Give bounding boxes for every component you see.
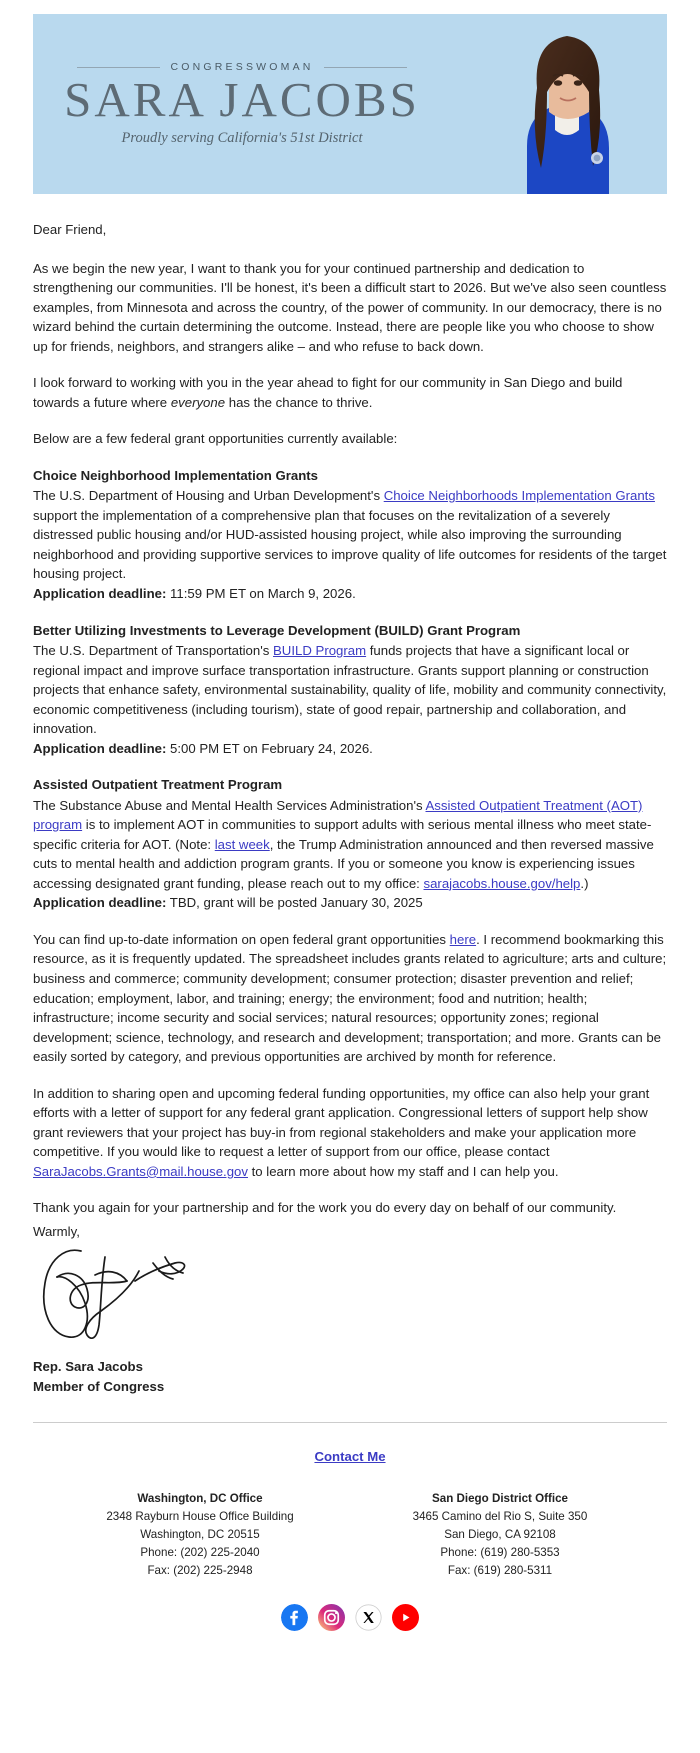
build-program-link[interactable]: BUILD Program	[273, 643, 367, 659]
office-address-line2: San Diego, CA 92108	[444, 1527, 556, 1541]
last-week-link[interactable]: last week	[214, 836, 270, 852]
grant-description	[33, 641, 667, 739]
grant-section-aot	[33, 775, 667, 913]
signature-name: Rep. Sara Jacobs	[33, 1359, 143, 1375]
youtube-icon[interactable]	[392, 1604, 419, 1631]
office-washington-dc	[80, 1490, 320, 1580]
grants-email-link[interactable]: SaraJacobs.Grants@mail.house.gov	[33, 1163, 248, 1179]
intro-paragraph-2	[33, 373, 667, 412]
aot-desc-b: is to implement AOT in communities to support adults with serious mental illness who meet state-specific criteria for AOT. (Note:	[33, 817, 652, 852]
para2-emphasis: everyone	[170, 394, 226, 410]
thank-you-paragraph: Thank you again for your partnership and for the work you do every day on behalf of our community.	[33, 1200, 617, 1216]
header-banner	[33, 14, 667, 194]
grant-description	[33, 486, 667, 584]
banner-text-block	[33, 14, 433, 194]
deadline-value: 5:00 PM ET on February 24, 2026.	[166, 740, 373, 756]
instagram-icon[interactable]	[318, 1604, 345, 1631]
office-address-line1: 3465 Camino del Rio S, Suite 350	[412, 1509, 588, 1523]
support-text-a: In addition to sharing open and upcoming federal funding opportunities, my office can also help your grant efforts with a letter of support for any federal grant application. Congressional letters of support help show grant reviewers that your project has buy-in from regional stakeholders and make your application more competitive. If you would like to request a letter of support from our office, please contact	[33, 1085, 650, 1160]
office-address-line1: 2348 Rayburn House Office Building	[106, 1509, 294, 1523]
office-list	[0, 1490, 700, 1580]
grant-desc-b: funds projects that have a significant local or regional impact and improve surface transportation infrastructure. Grants support planning or construction projects that enhance safety, environmental sustainability, quality of life, mobility and community connectivity, economic competitiveness (including tourism), state of good repair, partnership and collaboration, and innovation.	[33, 643, 667, 737]
letter-body	[0, 194, 700, 1396]
aot-desc-d: .)	[580, 875, 589, 891]
banner-name: SARA JACOBS	[64, 72, 420, 128]
grants-intro: Below are a few federal grant opportunities currently available:	[33, 431, 398, 447]
grant-deadline	[33, 584, 667, 604]
deadline-value: 11:59 PM ET on March 9, 2026.	[166, 585, 356, 601]
aot-program-link[interactable]: Assisted Outpatient Treatment (AOT) program	[33, 797, 643, 833]
warmly-text: Warmly,	[33, 1223, 80, 1239]
rule-left-icon	[77, 67, 160, 68]
aot-desc-a: The Substance Abuse and Mental Health Services Administration's	[33, 797, 426, 813]
grant-title: Choice Neighborhood Implementation Grants	[33, 467, 319, 483]
grant-description	[33, 796, 667, 894]
contact-me-link[interactable]: Contact Me	[314, 1448, 386, 1464]
portrait-photo	[497, 26, 637, 194]
office-name: Washington, DC Office	[137, 1491, 263, 1505]
deadline-label: Application deadline:	[33, 585, 167, 601]
x-twitter-icon[interactable]	[355, 1604, 382, 1631]
deadline-label: Application deadline:	[33, 895, 167, 911]
office-phone: Phone: (202) 225-2040	[140, 1545, 260, 1559]
office-phone: Phone: (619) 280-5353	[440, 1545, 560, 1559]
facebook-icon[interactable]	[281, 1604, 308, 1631]
deadline-value: TBD, grant will be posted January 30, 2025	[166, 895, 423, 911]
intro-paragraph-1: As we begin the new year, I want to thank you for your continued partnership and dedication to strengthening our communities. I'll be honest, it's been a difficult start to 2026. But we've also seen countless examples, from Minnesota and across the country, of the power of community. In our democracy, there is no wizard behind the curtain determining the outcome. Instead, there are people like you who choose to show up for friends, neighbors, and strangers alike – and who refuse to back down.	[33, 260, 667, 354]
aot-desc-c: , the Trump Administration announced and then reversed massive cuts to mental health and addiction program grants. If you or someone you know is experiencing issues accessing designated grant funding, please reach out to my office:	[33, 836, 654, 891]
para2-part-b: has the chance to thrive.	[225, 394, 373, 410]
letter-of-support-paragraph	[33, 1084, 667, 1182]
grant-desc-a: The U.S. Department of Transportation's	[33, 643, 274, 659]
grant-desc-a: The U.S. Department of Housing and Urban Development's	[33, 488, 384, 504]
grant-section-choice-neighborhood	[33, 466, 667, 604]
support-text-b: to learn more about how my staff and I can help you.	[247, 1163, 559, 1179]
rule-right-icon	[324, 67, 407, 68]
resource-paragraph	[33, 930, 667, 1067]
office-name: San Diego District Office	[432, 1491, 568, 1505]
office-fax: Fax: (202) 225-2948	[147, 1563, 253, 1577]
grant-section-build	[33, 621, 667, 759]
office-help-link[interactable]: sarajacobs.house.gov/help	[423, 875, 581, 891]
footer-divider	[33, 1422, 667, 1423]
choice-neighborhoods-link[interactable]: Choice Neighborhoods Implementation Grants	[383, 488, 655, 504]
office-fax: Fax: (619) 280-5311	[447, 1563, 553, 1577]
signature-role: Member of Congress	[33, 1378, 165, 1394]
salutation: Dear Friend,	[33, 222, 107, 237]
banner-eyebrow: CONGRESSWOMAN	[170, 61, 314, 74]
grant-title: Assisted Outpatient Treatment Program	[33, 777, 283, 793]
social-links	[0, 1604, 700, 1657]
grant-deadline	[33, 739, 667, 759]
office-san-diego	[380, 1490, 620, 1580]
deadline-label: Application deadline:	[33, 740, 167, 756]
grant-desc-b: support the implementation of a comprehensive plan that focuses on the revitalization of a severely distressed public housing and/or HUD-assisted housing project, while also improving the surrounding neighborhood and providing supportive services to improve quality of life outcomes for residents of the target housing project.	[33, 507, 667, 582]
office-address-line2: Washington, DC 20515	[140, 1527, 260, 1541]
contact-me-heading	[0, 1449, 700, 1464]
signoff-block	[33, 1222, 667, 1396]
grant-deadline	[33, 893, 667, 913]
resource-text-b: . I recommend bookmarking this resource, as it is frequently updated. The spreadsheet includes grants related to agriculture; arts and culture; business and commerce; community development; consumer protection; disaster prevention and relief; education; employment, labor, and training; energy; the environment; food and nutrition; health; infrastructure; income security and social services; natural resources; opportunity zones; regional development; science, technology, and research and development; transportation; and more. Grants can be easily sorted by category, and previous opportunities are archived by month for reference.	[33, 931, 667, 1065]
signature-image	[35, 1245, 205, 1355]
here-link[interactable]: here	[449, 931, 477, 947]
banner-tagline: Proudly serving California's 51st District	[121, 129, 363, 146]
grant-title: Better Utilizing Investments to Leverage Development (BUILD) Grant Program	[33, 622, 521, 638]
resource-text-a: You can find up-to-date information on open federal grant opportunities	[33, 931, 450, 947]
banner-wrapper	[0, 0, 700, 194]
para2-part-a: I look forward to working with you in the year ahead to fight for our community in San Diego and build towards a future where	[33, 375, 623, 410]
